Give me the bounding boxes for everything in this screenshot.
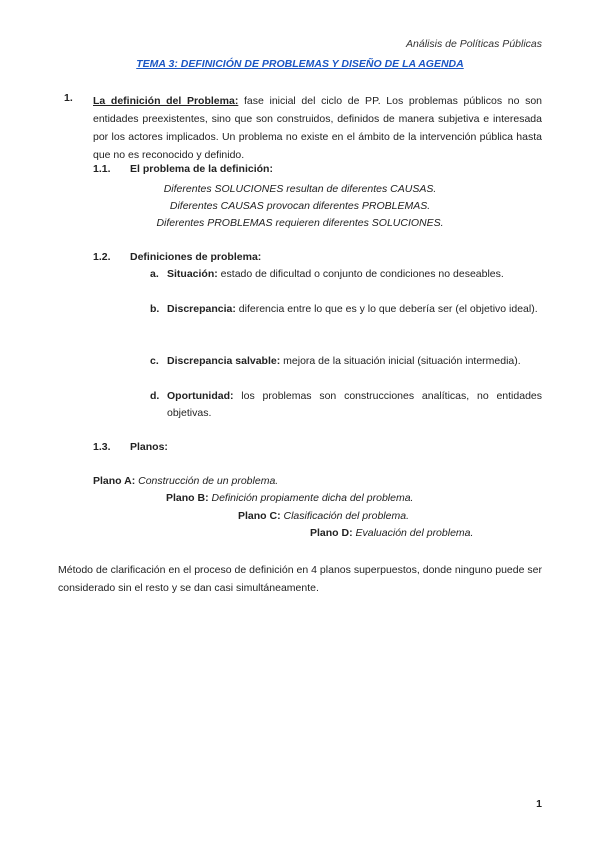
subsection-1-2-number: 1.2. bbox=[93, 251, 111, 263]
item-term: Discrepancia: bbox=[167, 303, 236, 315]
item-text: estado de dificultad o conjunto de condiciones no deseables. bbox=[217, 268, 504, 280]
item-text: mejora de la situación inicial (situación intermedia). bbox=[280, 355, 521, 367]
plano-b bbox=[166, 492, 413, 504]
plano-label: Plano D: bbox=[310, 527, 353, 539]
subsection-1-2-title: Definiciones de problema: bbox=[130, 251, 262, 263]
plano-label: Plano C: bbox=[238, 510, 281, 522]
item-term: Situación: bbox=[167, 268, 218, 280]
item-term: Discrepancia salvable: bbox=[167, 355, 281, 367]
item-text: los problemas son construcciones analíticas, no entidades objetivas. bbox=[167, 390, 542, 419]
definition-item-a bbox=[150, 266, 542, 283]
section-1-text: fase inicial del ciclo de PP. Los problemas públicos no son entidades preexistentes, sino que son construidos, definidos de manera subjetiva e interesada por los actores implicados. Un problema no existe en el ámbito de la intervención pública hasta que no es reconocido y definido. bbox=[93, 95, 542, 161]
page-number: 1 bbox=[536, 798, 542, 810]
plano-text: Clasificación del problema. bbox=[280, 510, 409, 522]
plano-label: Plano A: bbox=[93, 475, 136, 487]
definition-line: Diferentes PROBLEMAS requieren diferentes SOLUCIONES. bbox=[156, 217, 444, 229]
subsection-1-1-number: 1.1. bbox=[93, 163, 111, 175]
plano-text: Evaluación del problema. bbox=[352, 527, 474, 539]
definition-problem-lines bbox=[58, 181, 542, 232]
item-letter: c. bbox=[150, 355, 159, 367]
section-1-number: 1. bbox=[64, 92, 73, 104]
section-1 bbox=[58, 92, 542, 164]
definition-line: Diferentes CAUSAS provocan diferentes PROBLEMAS. bbox=[169, 200, 431, 212]
subsection-1-3-number: 1.3. bbox=[93, 441, 111, 453]
section-1-term: La definición del Problema: bbox=[93, 95, 239, 107]
section-1-paragraph bbox=[93, 92, 542, 164]
plano-d bbox=[310, 527, 473, 539]
item-letter: b. bbox=[150, 303, 160, 315]
definition-line: Diferentes SOLUCIONES resultan de diferentes CAUSAS. bbox=[163, 183, 437, 195]
plano-a bbox=[93, 475, 278, 487]
item-letter: a. bbox=[150, 268, 159, 280]
running-header: Análisis de Políticas Públicas bbox=[406, 38, 542, 50]
item-term: Oportunidad: bbox=[167, 390, 234, 402]
plano-text: Definición propiamente dicha del problema. bbox=[208, 492, 414, 504]
definition-item-c bbox=[150, 353, 542, 370]
item-text: diferencia entre lo que es y lo que debería ser (el objetivo ideal). bbox=[235, 303, 538, 315]
subsection-1-1-title: El problema de la definición: bbox=[130, 163, 273, 175]
definition-item-b bbox=[150, 301, 542, 318]
subsection-1-3-title: Planos: bbox=[130, 441, 168, 453]
closing-paragraph: Método de clarificación en el proceso de definición en 4 planos superpuestos, donde ninguno puede ser considerado sin el resto y se dan casi simultáneamente. bbox=[58, 564, 542, 594]
document-title: TEMA 3: DEFINICIÓN DE PROBLEMAS Y DISEÑO DE LA AGENDA bbox=[136, 58, 464, 70]
plano-c bbox=[238, 510, 409, 522]
plano-text: Construcción de un problema. bbox=[135, 475, 279, 487]
plano-label: Plano B: bbox=[166, 492, 209, 504]
item-letter: d. bbox=[150, 390, 160, 402]
definition-item-d bbox=[150, 388, 542, 422]
